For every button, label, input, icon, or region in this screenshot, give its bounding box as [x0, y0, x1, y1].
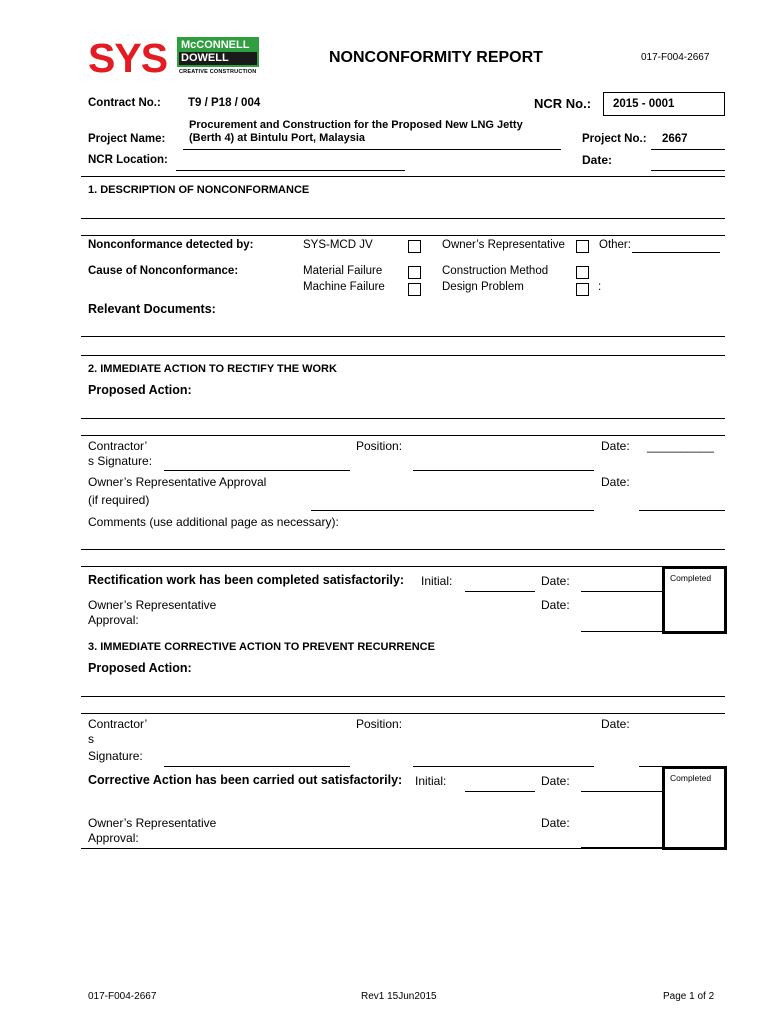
opt-material-label: Material Failure — [303, 265, 383, 277]
opt-design-label: Design Problem — [442, 281, 524, 293]
s2-contractor-sig-label-1: Contractor’ — [88, 439, 148, 453]
logo-mcconnell-text: McCONNELL — [179, 39, 257, 52]
s3-contractor-sig-label-1: Contractor’ — [88, 717, 148, 731]
sys-mcd-checkbox[interactable] — [408, 240, 421, 253]
s3-owner-rep-date-label: Date: — [541, 816, 570, 830]
section3-proposed-action-label: Proposed Action: — [88, 661, 192, 675]
s3-completed-label: Completed — [670, 773, 712, 783]
s2-owner-approval-label: Owner’s Representative Approval — [88, 475, 267, 489]
project-name-line1: Procurement and Construction for the Proposed New LNG Jetty — [189, 119, 523, 131]
opt-owner-rep-label: Owner’s Representative — [442, 239, 565, 251]
detected-by-label: Nonconformance detected by: — [88, 239, 254, 251]
ncr-location-field[interactable] — [176, 170, 405, 171]
section3-heading: 3. IMMEDIATE CORRECTIVE ACTION TO PREVENT RECURRENCE — [88, 641, 435, 653]
s2-owner-rep-date-field[interactable] — [581, 631, 663, 632]
design-problem-checkbox[interactable] — [576, 283, 589, 296]
s2-rect-date-label: Date: — [541, 574, 570, 588]
project-name-line — [183, 149, 561, 150]
section3-proposed-action-field[interactable] — [81, 696, 725, 697]
s2-position-label: Position: — [356, 439, 403, 453]
cause-label: Cause of Nonconformance: — [88, 265, 239, 277]
s2-date-blank[interactable]: __________ — [647, 439, 714, 453]
mcconnell-dowell-logo — [177, 37, 259, 67]
ncr-location-label: NCR Location: — [88, 154, 168, 166]
s2-owner-rep-label-2: Approval: — [88, 613, 139, 627]
s2-comments-field[interactable] — [81, 549, 725, 550]
s2-initial-field[interactable] — [465, 591, 535, 592]
s2-owner-date-field[interactable] — [639, 510, 725, 511]
s2-completed-box[interactable] — [662, 566, 727, 634]
divider — [81, 566, 663, 567]
divider — [81, 176, 725, 177]
relevant-docs-label: Relevant Documents: — [88, 302, 216, 316]
s3-contractor-signature-field[interactable] — [164, 766, 350, 767]
section2-heading: 2. IMMEDIATE ACTION TO RECTIFY THE WORK — [88, 363, 337, 375]
logo-dowell-text: DOWELL — [179, 52, 257, 65]
section2-proposed-action-field[interactable] — [81, 418, 725, 419]
ncr-no-box[interactable] — [603, 92, 725, 116]
s2-owner-rep-label-1: Owner’s Representative — [88, 598, 217, 612]
s3-completed-box[interactable] — [662, 766, 727, 850]
sys-logo: SYS — [88, 35, 168, 81]
logo-tagline: CREATIVE CONSTRUCTION — [179, 69, 257, 75]
material-failure-checkbox[interactable] — [408, 266, 421, 279]
footer-doc-code: 017-F004-2667 — [88, 991, 157, 1002]
date-label: Date: — [582, 153, 613, 167]
section2-proposed-action-label: Proposed Action: — [88, 383, 192, 397]
relevant-docs-field[interactable] — [81, 336, 725, 337]
s3-corr-date-label: Date: — [541, 774, 570, 788]
s2-contractor-sig-label-2: s Signature: — [88, 454, 153, 468]
project-name-label: Project Name: — [88, 133, 166, 145]
opt-sys-mcd-label: SYS-MCD JV — [303, 239, 373, 251]
other-field[interactable] — [632, 252, 720, 253]
s2-date-label: Date: — [601, 439, 630, 453]
ncr-no-value: 2015 - 0001 — [613, 98, 675, 110]
s2-rect-date-field[interactable] — [581, 591, 663, 592]
ncr-no-label: NCR No.: — [534, 96, 592, 111]
s2-initial-label: Initial: — [421, 574, 453, 588]
construction-method-checkbox[interactable] — [576, 266, 589, 279]
s3-date-label: Date: — [601, 717, 630, 731]
divider — [81, 355, 725, 356]
contract-no-label: Contract No.: — [88, 97, 161, 109]
date-field[interactable] — [651, 170, 725, 171]
corrective-label: Corrective Action has been carried out satisfactorily: — [88, 773, 403, 787]
opt-colon: : — [598, 281, 602, 293]
project-no-value: 2667 — [662, 133, 688, 145]
s3-owner-rep-label-1: Owner’s Representative — [88, 816, 217, 830]
s2-owner-approval-field[interactable] — [311, 510, 594, 511]
section3-bottom-line — [81, 848, 663, 849]
contract-no-value: T9 / P18 / 004 — [188, 97, 261, 109]
project-no-line — [651, 149, 725, 150]
s2-position-field[interactable] — [413, 470, 594, 471]
s3-position-label: Position: — [356, 717, 403, 731]
s3-position-field[interactable] — [413, 766, 594, 767]
s2-comments-label: Comments (use additional page as necessary): — [88, 515, 339, 529]
project-no-label: Project No.: — [582, 133, 647, 145]
machine-failure-checkbox[interactable] — [408, 283, 421, 296]
s3-corr-date-field[interactable] — [581, 791, 663, 792]
page-title: NONCONFORMITY REPORT — [329, 49, 543, 66]
s3-contractor-sig-label-2: s — [88, 732, 94, 746]
s3-initial-field[interactable] — [465, 791, 535, 792]
project-name-line2: (Berth 4) at Bintulu Port, Malaysia — [189, 132, 366, 144]
opt-other-label: Other: — [599, 239, 631, 251]
s2-owner-rep-date-label: Date: — [541, 598, 570, 612]
s2-contractor-signature-field[interactable] — [164, 470, 350, 471]
description-field[interactable] — [81, 218, 725, 219]
header-doc-code: 017-F004-2667 — [641, 52, 710, 63]
detected-by-top-line — [81, 235, 725, 236]
divider — [81, 435, 725, 436]
s3-owner-rep-label-2: Approval: — [88, 831, 139, 845]
s2-if-required: (if required) — [88, 493, 150, 507]
s2-completed-label: Completed — [670, 573, 712, 583]
s3-initial-label: Initial: — [415, 774, 447, 788]
footer-page-number: Page 1 of 2 — [663, 991, 715, 1002]
opt-machine-label: Machine Failure — [303, 281, 385, 293]
divider — [81, 713, 725, 714]
opt-construction-label: Construction Method — [442, 265, 549, 277]
owner-rep-checkbox[interactable] — [576, 240, 589, 253]
s2-owner-date-label: Date: — [601, 475, 630, 489]
footer-revision: Rev1 15Jun2015 — [361, 991, 437, 1002]
s3-contractor-sig-label-3: Signature: — [88, 749, 143, 763]
section1-heading: 1. DESCRIPTION OF NONCONFORMANCE — [88, 184, 310, 196]
rectification-label: Rectification work has been completed satisfactorily: — [88, 573, 405, 587]
